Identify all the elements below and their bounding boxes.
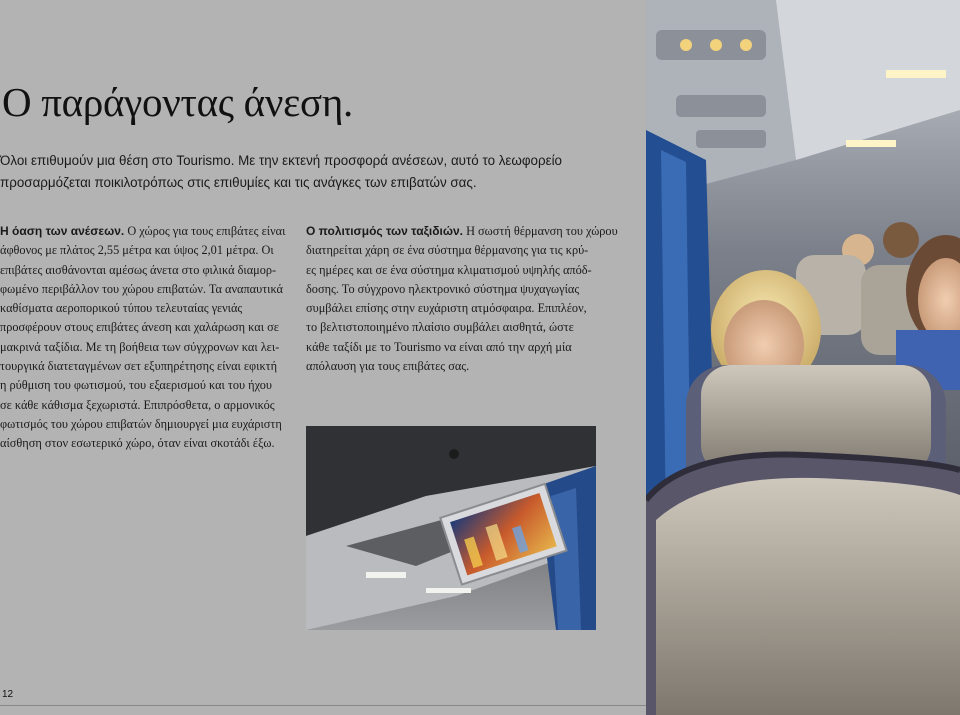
text-line: άφθονος με πλάτος 2,55 μέτρα και ύψος 2,01 μέτρα. Οι [0,243,274,258]
overhead-monitor-photo [306,426,596,630]
bus-passengers-photo [646,0,960,715]
text-line: φωτισμός του χώρου επιβατών δημιουργεί μια ευχάριστη [0,416,282,431]
text-line: μακρινά ταξίδια. Με τη βοήθεια των σύγχρονων και λει- [0,339,280,354]
text-line: καθίσματα αεροπορικού τύπου τελευταίας γενιάς [0,301,243,316]
right-column-lead: Ο πολιτισμός των ταξιδιών. [306,224,464,238]
photo-icon [646,0,960,715]
text-line: το βελτιστοποιημένο πλαίσιο συμβάλει αισθητά, ώστε [306,320,574,335]
text-line: αίσθηση στον εσωτερικό χώρο, όταν είναι σκοτάδι έξω. [0,436,275,451]
page-number: 12 [2,689,14,700]
intro-line: προσαρμόζεται ποικιλοτρόπως στις επιθυμίες και τις ανάγκες των επιβατών σας. [0,175,477,190]
text-line: συμβάλει επίσης στην ευχάριστη ατμόσφαιρα. Επιπλέον, [306,301,587,316]
text-line: κάθε ταξίδι με το Tourismo να είναι από την αρχή μία [306,339,572,354]
text-line: φωμένο περιβάλλον του χώρου επιβατών. Τα αναπαυτικά [0,281,283,296]
photo-icon [306,426,596,630]
text-line: δοσης. Το σύγχρονο ηλεκτρονικό σύστημα ψυχαγωγίας [306,281,580,296]
text-line: Ο χώρος για τους επιβάτες είναι [124,224,286,238]
text-line: διατηρείται χάρη σε ένα σύστημα θέρμανσης για τις κρύ- [306,243,589,258]
text-line: τουργικά διατεταγμένων σετ εξυπηρέτησης είναι εφικτή [0,359,278,374]
left-column-lead: Η όαση των ανέσεων. [0,224,125,238]
text-line: η ρύθμιση του φωτισμού, του εξαερισμού και του ήχου [0,378,273,393]
text-line: Η σωστή θέρμανση του χώρου [463,224,618,238]
text-line: επιβάτες αισθάνονται αμέσως άνετα στο φιλικά διαμορ- [0,262,277,277]
left-column-text [0,222,290,454]
right-column-text [306,222,618,376]
text-line: σε κάθε κάθισμα ξεχωριστά. Επιπρόσθετα, ο αρμονικός [0,397,275,412]
text-line: ες ημέρες και σε ένα σύστημα κλιματισμού υψηλής απόδ- [306,262,592,277]
text-line: προσφέρουν στους επιβάτες άνεση και χαλάρωση και σε [0,320,279,335]
page-title: Ο παράγοντας άνεση. [2,79,353,125]
page-bottom-divider [0,705,646,706]
intro-line: Όλοι επιθυμούν μια θέση στο Tourismo. Με την εκτενή προσφορά ανέσεων, αυτό το λεωφορείο [0,153,562,168]
text-line: απόλαυση για τους επιβάτες σας. [306,359,470,374]
intro-paragraph [0,150,620,194]
